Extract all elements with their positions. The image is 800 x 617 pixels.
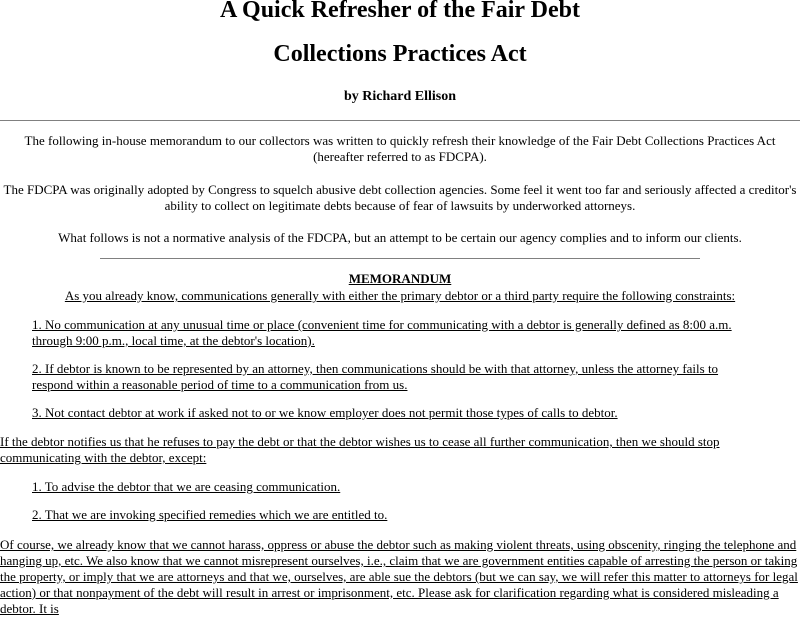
memorandum-intro: As you already know, communications generally with either the primary debtor or a third party require the following constraints: [64,288,736,303]
top-divider [0,120,800,121]
constraint-item-1: 1. No communication at any unusual time or place (convenient time for communicating with a debtor is generally defined as 8:00 a.m. through 9:00 p.m., local time, at the debtor's location). [32,317,732,348]
exception-item-2: 2. That we are invoking specified remedies which we are entitled to. [32,507,388,522]
constraint-item-3: 3. Not contact debtor at work if asked not to or we know employer does not permit those types of calls to debtor. [32,405,618,420]
intro-paragraph-2: The FDCPA was originally adopted by Congress to squelch abusive debt collection agencies. Some feel it went too far and seriously affected a creditor's ability to collect on legitimate debts because of fear of lawsuits by underworked attorneys. [3,182,797,213]
intro-paragraph-3: What follows is not a normative analysis of the FDCPA, but an attempt to be certain our agency complies and to inform our clients. [58,230,742,245]
intro-paragraph-1: The following in-house memorandum to our collectors was written to quickly refresh their knowledge of the Fair Debt Collections Practices Act (hereafter referred to as FDCPA). [24,133,776,164]
memorandum-heading: MEMORANDUM [348,271,452,286]
byline: by Richard Ellison [343,89,457,104]
page-title: A Quick Refresher of the Fair Debt [220,0,580,23]
section-divider [100,258,700,259]
constraint-item-2: 2. If debtor is known to be represented by an attorney, then communications should be with that attorney, unless the attorney fails to respond within a reasonable period of time to a communication from us. [32,361,719,392]
refusal-paragraph: If the debtor notifies us that he refuses to pay the debt or that the debtor wishes us to cease all further communication, then we should stop communicating with the debtor, except: [0,434,720,465]
harassment-paragraph: Of course, we already know that we cannot harass, oppress or abuse the debtor such as making violent threats, using obscenity, ringing the telephone and hanging up, etc. We also know that we cannot misrepresent ourselves, i.e., claim that we are government entities capable of arresting the person or taking the property, or imply that we are attorneys and that we, ourselves, are able sue the debtors (but we can say, we will refer this matter to attorneys for legal action) or that nonpayment of the debt will result in arrest or imprisonment, etc. Please ask for clarification regarding what is considered misleading a debtor. It is [0,537,798,616]
page-title-line-2: Collections Practices Act [273,41,527,67]
exception-item-1: 1. To advise the debtor that we are ceasing communication. [32,479,341,494]
